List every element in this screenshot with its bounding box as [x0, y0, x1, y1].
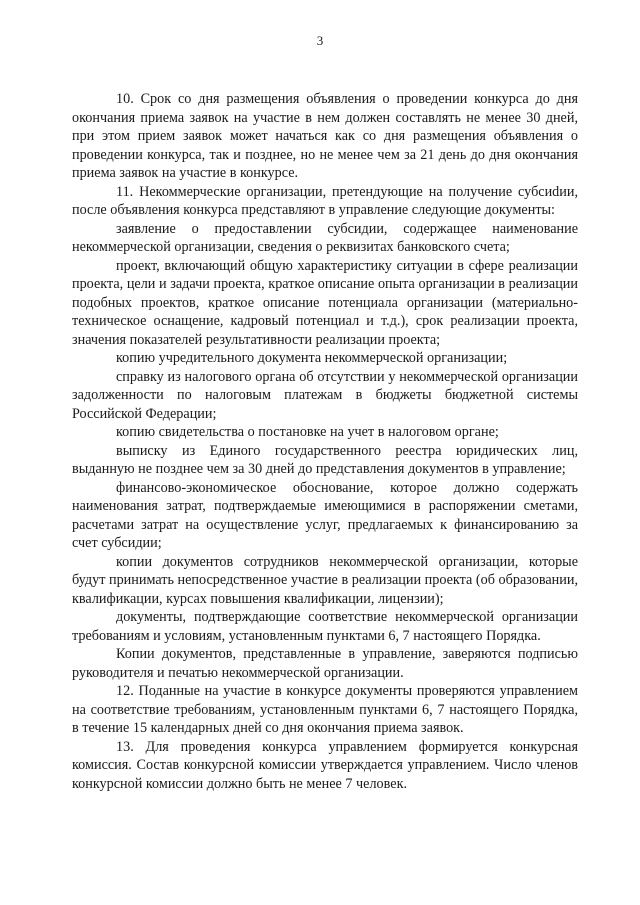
paragraph-12-review: 12. Поданные на участие в конкурсе документы проверяются управлением на соответствие требованиям, установленным пунктами 6, 7 настоящего Порядка, в течение 15 календарных дней со дня окончания приема заявок. — [72, 683, 578, 736]
list-item-compliance-documents: документы, подтверждающие соответствие некоммерческой организации требованиям и условиям, установленным пунктами 6, 7 настоящего Порядка. — [72, 609, 578, 644]
paragraph-certification: Копии документов, представленные в управление, заверяются подписью руководителя и печатью некоммерческой организации. — [72, 646, 578, 681]
list-item-application: заявление о предоставлении субсидии, содержащее наименование некоммерческой организации, сведения о реквизитах банковского счета; — [72, 220, 578, 255]
list-item-staff-documents: копии документов сотрудников некоммерческой организации, которые будут принимать непосредственное участие в реализации проекта (об образовании, квалификации, курсах повышения квалификации, лицензии); — [72, 553, 578, 607]
list-item-charter-copy: копию учредительного документа некоммерческой организации; — [116, 350, 508, 366]
page-number: 3 — [316, 33, 324, 48]
paragraph-11-intro: 11. Некоммерческие организации, претендующие на получение субсиdии, после объявления конкурса представляют в управление следующие документы: — [72, 183, 578, 218]
list-item-financial-justification: финансово-экономическое обоснование, которое должно содержать наименования затрат, подтверждаемые имеющимися в распоряжении сметами, расчетами затрат на осуществление услуг, предлагаемых к финансированию за счет субсидии; — [72, 479, 578, 551]
list-item-registry-extract: выписку из Единого государственного реестра юридических лиц, выданную не позднее чем за 30 дней до представления документов в управление; — [72, 442, 578, 477]
paragraph-13-commission: 13. Для проведения конкурса управлением формируется конкурсная комиссия. Состав конкурсной комиссии утверждается управлением. Число членов конкурсной комиссии должно быть не менее 7 человек. — [72, 738, 578, 792]
list-item-tax-registration-copy: копию свидетельства о постановке на учет в налоговом органе; — [116, 424, 499, 440]
list-item-project: проект, включающий общую характеристику ситуации в сфере реализации проекта, цели и задачи проекта, краткое описание опыта организации в реализации подобных проектов, краткое описание потенциала организации (материально-техническое оснащение, кадровый потенциал и т.д.), срок реализации проекта, значения показателей результативности реализации проекта; — [72, 257, 578, 348]
paragraph-10-deadline: 10. Срок со дня размещения объявления о проведении конкурса до дня окончания приема заявок на участие в нем должен составлять не менее 30 дней, при этом прием заявок может начаться как со дня размещения объявления о проведении конкурса, так и позднее, но не менее чем за 21 день до дня окончания приема заявок на участие в конкурсе. — [72, 91, 578, 181]
body-text — [72, 90, 578, 793]
list-item-tax-certificate: справку из налогового органа об отсутствии у некоммерческой организации задолженности по налоговым платежам в бюджеты бюджетной системы Российской Федерации; — [72, 368, 578, 422]
